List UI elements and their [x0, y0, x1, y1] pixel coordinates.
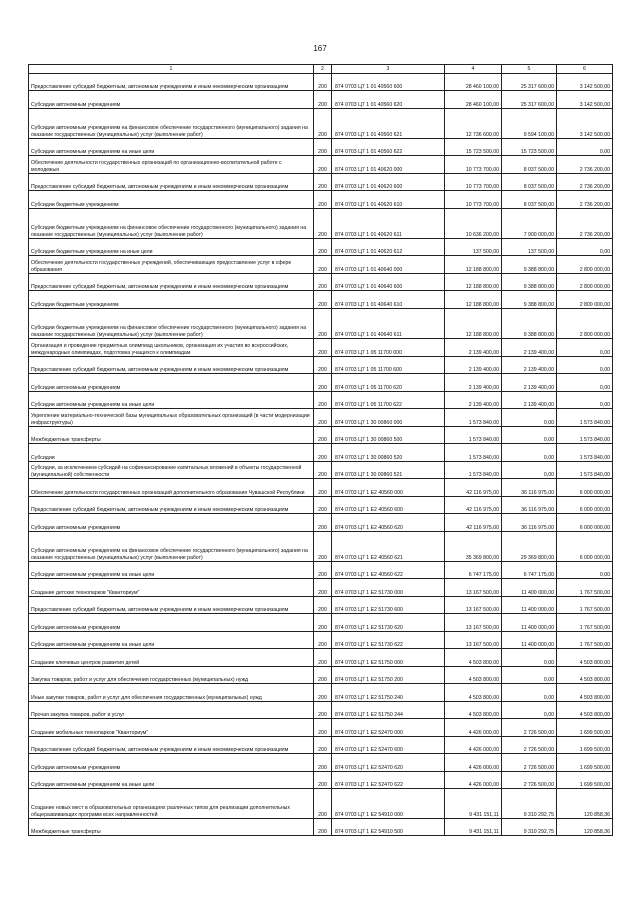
- row-admin-code: 200: [314, 139, 332, 156]
- row-amount-federal: 7 900 000,00: [502, 209, 557, 239]
- row-amount-total: 2 139 400,00: [445, 374, 502, 392]
- row-amount-total: 13 167 500,00: [445, 614, 502, 632]
- row-admin-code: 200: [314, 562, 332, 579]
- row-amount-federal: 2 726 500,00: [502, 737, 557, 754]
- row-budget-code: 874 0703 Ц7 1 01 40620 600: [332, 174, 445, 191]
- row-amount-federal: 2 726 500,00: [502, 754, 557, 772]
- row-name: Субсидии автономным учреждениям: [29, 754, 314, 772]
- row-name: Обеспечение деятельности государственных учреждений, обеспечивающих предоставление услуг в сфере образования: [29, 256, 314, 274]
- row-name: Обеспечение деятельности государственных организаций дополнительного образования Чувашской Республики: [29, 479, 314, 497]
- row-amount-regional: 0,00: [557, 392, 613, 409]
- row-name: Предоставление субсидий бюджетным, автономным учреждениям и иным некоммерческим организациям: [29, 274, 314, 291]
- row-admin-code: 200: [314, 819, 332, 836]
- row-amount-total: 13 167 500,00: [445, 632, 502, 649]
- row-amount-total: 10 773 700,00: [445, 191, 502, 209]
- row-amount-federal: 29 369 800,00: [502, 532, 557, 562]
- table-row: [29, 819, 613, 836]
- row-amount-federal: 9 388 800,00: [502, 274, 557, 291]
- row-budget-code: 874 0703 Ц7 1 E2 54910 500: [332, 819, 445, 836]
- table-row: [29, 339, 613, 357]
- row-budget-code: 874 0703 Ц7 1 E2 51750 240: [332, 684, 445, 702]
- row-admin-code: 200: [314, 74, 332, 91]
- row-name: Предоставление субсидий бюджетным, автономным учреждениям и иным некоммерческим организациям: [29, 737, 314, 754]
- row-amount-total: 13 167 500,00: [445, 597, 502, 614]
- table-row: [29, 91, 613, 109]
- column-header: 2: [314, 65, 332, 74]
- row-amount-regional: 1 767 500,00: [557, 614, 613, 632]
- row-budget-code: 874 0703 Ц7 1 01 40620 612: [332, 239, 445, 256]
- row-amount-regional: 1 699 500,00: [557, 754, 613, 772]
- table-header-row: [29, 65, 613, 74]
- row-name: Предоставление субсидий бюджетным, автономным учреждениям и иным некоммерческим организациям: [29, 174, 314, 191]
- table-row: [29, 191, 613, 209]
- table-body: [29, 74, 613, 836]
- table-row: [29, 562, 613, 579]
- row-amount-federal: 0,00: [502, 462, 557, 479]
- row-budget-code: 874 0703 Ц7 1 E2 51750 200: [332, 667, 445, 684]
- table-row: [29, 649, 613, 667]
- row-admin-code: 200: [314, 532, 332, 562]
- row-amount-total: 2 139 400,00: [445, 339, 502, 357]
- row-amount-total: 4 426 000,00: [445, 772, 502, 789]
- row-amount-federal: 11 400 000,00: [502, 614, 557, 632]
- table-row: [29, 597, 613, 614]
- row-amount-federal: 11 400 000,00: [502, 632, 557, 649]
- row-admin-code: 200: [314, 444, 332, 462]
- row-amount-federal: 8 037 500,00: [502, 191, 557, 209]
- row-amount-regional: 0,00: [557, 239, 613, 256]
- row-name: Создание детских технопарков "Кванториум": [29, 579, 314, 597]
- row-admin-code: 200: [314, 156, 332, 174]
- row-amount-regional: 1 699 500,00: [557, 772, 613, 789]
- row-name: Субсидии бюджетным учреждениям на финансовое обеспечение государственного (муниципального) задания на оказание государственных (муниципальных) услуг (выполнение работ): [29, 209, 314, 239]
- table-row: [29, 684, 613, 702]
- table-row: [29, 719, 613, 737]
- row-name: Субсидии автономным учреждениям на иные цели: [29, 139, 314, 156]
- row-amount-total: 28 460 100,00: [445, 74, 502, 91]
- row-amount-total: 10 773 700,00: [445, 156, 502, 174]
- row-budget-code: 874 0703 Ц7 1 01 40640 610: [332, 291, 445, 309]
- row-name: Субсидии бюджетным учреждениям на иные цели: [29, 239, 314, 256]
- row-amount-federal: 2 139 400,00: [502, 374, 557, 392]
- row-budget-code: 874 0703 Ц7 1 E2 54910 000: [332, 789, 445, 819]
- row-admin-code: 200: [314, 239, 332, 256]
- row-amount-regional: 120 858,36: [557, 789, 613, 819]
- row-amount-regional: 4 503 800,00: [557, 649, 613, 667]
- row-amount-regional: 1 573 840,00: [557, 444, 613, 462]
- row-budget-code: 874 0703 Ц7 1 E2 52470 620: [332, 754, 445, 772]
- row-budget-code: 874 0703 Ц7 1 E2 51730 622: [332, 632, 445, 649]
- row-admin-code: 200: [314, 174, 332, 191]
- row-amount-regional: 1 573 840,00: [557, 462, 613, 479]
- row-budget-code: 874 0703 Ц7 1 E2 40560 621: [332, 532, 445, 562]
- row-budget-code: 874 0703 Ц7 1 01 40560 621: [332, 109, 445, 139]
- row-amount-federal: 2 139 400,00: [502, 392, 557, 409]
- row-admin-code: 200: [314, 256, 332, 274]
- row-budget-code: 874 0703 Ц7 1 01 40620 000: [332, 156, 445, 174]
- row-admin-code: 200: [314, 109, 332, 139]
- table-row: [29, 139, 613, 156]
- row-admin-code: 200: [314, 374, 332, 392]
- row-name: Субсидии автономным учреждениям: [29, 91, 314, 109]
- row-name: Организация и проведение предметных олимпиад школьников, организация их участия во всероссийских, международных олимпиадах, подготовка учащихся к олимпиадам: [29, 339, 314, 357]
- row-amount-total: 4 426 000,00: [445, 754, 502, 772]
- row-amount-regional: 1 699 500,00: [557, 719, 613, 737]
- row-admin-code: 200: [314, 667, 332, 684]
- row-amount-regional: 3 142 500,00: [557, 109, 613, 139]
- row-amount-federal: 25 317 600,00: [502, 91, 557, 109]
- row-amount-regional: 1 767 500,00: [557, 579, 613, 597]
- table-row: [29, 291, 613, 309]
- row-amount-regional: 3 142 500,00: [557, 91, 613, 109]
- row-budget-code: 874 0703 Ц7 1 01 40640 600: [332, 274, 445, 291]
- row-admin-code: 200: [314, 462, 332, 479]
- row-admin-code: 200: [314, 614, 332, 632]
- row-budget-code: 874 0703 Ц7 1 30 00860 520: [332, 444, 445, 462]
- table-row: [29, 789, 613, 819]
- row-name: Субсидии: [29, 444, 314, 462]
- row-amount-total: 10 773 700,00: [445, 174, 502, 191]
- row-name: Межбюджетные трансферты: [29, 427, 314, 444]
- row-name: Иные закупки товаров, работ и услуг для обеспечения государственных (муниципальных) нужд: [29, 684, 314, 702]
- row-amount-regional: 0,00: [557, 357, 613, 374]
- row-budget-code: 874 0703 Ц7 1 E2 51750 000: [332, 649, 445, 667]
- row-amount-regional: 2 736 200,00: [557, 156, 613, 174]
- row-admin-code: 200: [314, 579, 332, 597]
- row-amount-federal: 2 726 500,00: [502, 772, 557, 789]
- row-name: Укрепление материально-технической базы муниципальных образовательных организаций (в части модернизации инфраструктуры): [29, 409, 314, 427]
- table-row: [29, 256, 613, 274]
- row-amount-federal: 9 388 800,00: [502, 309, 557, 339]
- row-amount-federal: 11 400 000,00: [502, 579, 557, 597]
- row-amount-regional: 0,00: [557, 562, 613, 579]
- row-amount-regional: 1 699 500,00: [557, 737, 613, 754]
- row-amount-total: 4 503 800,00: [445, 667, 502, 684]
- row-admin-code: 200: [314, 702, 332, 719]
- row-amount-regional: 6 000 000,00: [557, 479, 613, 497]
- row-amount-total: 12 188 800,00: [445, 274, 502, 291]
- row-amount-regional: 2 736 200,00: [557, 209, 613, 239]
- row-name: Субсидии автономным учреждениям: [29, 514, 314, 532]
- row-admin-code: 200: [314, 339, 332, 357]
- row-budget-code: 874 0703 Ц7 1 05 11700 000: [332, 339, 445, 357]
- row-amount-regional: 2 800 000,00: [557, 309, 613, 339]
- row-admin-code: 200: [314, 497, 332, 514]
- row-amount-total: 4 503 800,00: [445, 684, 502, 702]
- table-row: [29, 309, 613, 339]
- row-budget-code: 874 0703 Ц7 1 01 40560 620: [332, 91, 445, 109]
- row-amount-federal: 36 116 975,00: [502, 514, 557, 532]
- row-name: Субсидии бюджетным учреждениям на финансовое обеспечение государственного (муниципального) задания на оказание государственных (муниципальных) услуг (выполнение работ): [29, 309, 314, 339]
- column-header: 3: [332, 65, 445, 74]
- row-name: Создание мобильных технопарков "Кванториум": [29, 719, 314, 737]
- row-name: Обеспечение деятельности государственных организаций по организационно-воспитательной работе с молодежью: [29, 156, 314, 174]
- row-amount-federal: 8 037 500,00: [502, 174, 557, 191]
- row-admin-code: 200: [314, 754, 332, 772]
- row-amount-total: 12 188 800,00: [445, 256, 502, 274]
- row-budget-code: 874 0703 Ц7 1 E2 40560 600: [332, 497, 445, 514]
- row-amount-total: 42 116 975,00: [445, 514, 502, 532]
- row-budget-code: 874 0703 Ц7 1 30 00860 521: [332, 462, 445, 479]
- row-amount-federal: 9 594 100,00: [502, 109, 557, 139]
- row-budget-code: 874 0703 Ц7 1 E2 52470 622: [332, 772, 445, 789]
- row-amount-total: 9 431 151,11: [445, 819, 502, 836]
- row-amount-total: 1 573 840,00: [445, 427, 502, 444]
- row-admin-code: 200: [314, 209, 332, 239]
- row-amount-regional: 1 767 500,00: [557, 632, 613, 649]
- row-admin-code: 200: [314, 719, 332, 737]
- row-amount-federal: 137 500,00: [502, 239, 557, 256]
- row-amount-total: 42 116 975,00: [445, 497, 502, 514]
- column-header: 1: [29, 65, 314, 74]
- table-row: [29, 174, 613, 191]
- row-name: Субсидии автономным учреждениям на иные цели: [29, 632, 314, 649]
- table-row: [29, 156, 613, 174]
- row-amount-regional: 1 767 500,00: [557, 597, 613, 614]
- table-row: [29, 772, 613, 789]
- row-amount-federal: 15 723 500,00: [502, 139, 557, 156]
- row-amount-federal: 0,00: [502, 667, 557, 684]
- row-amount-regional: 4 503 800,00: [557, 667, 613, 684]
- row-budget-code: 874 0703 Ц7 1 E2 51750 244: [332, 702, 445, 719]
- budget-table: [28, 64, 613, 836]
- table-row: [29, 374, 613, 392]
- row-amount-regional: 2 736 200,00: [557, 191, 613, 209]
- row-name: Закупка товаров, работ и услуг для обеспечения государственных (муниципальных) нужд: [29, 667, 314, 684]
- row-amount-total: 13 167 500,00: [445, 579, 502, 597]
- row-amount-total: 28 460 100,00: [445, 91, 502, 109]
- column-header: 6: [557, 65, 613, 74]
- row-admin-code: 200: [314, 191, 332, 209]
- row-amount-regional: 4 503 800,00: [557, 702, 613, 719]
- row-name: Предоставление субсидий бюджетным, автономным учреждениям и иным некоммерческим организациям: [29, 497, 314, 514]
- row-name: Предоставление субсидий бюджетным, автономным учреждениям и иным некоммерческим организациям: [29, 357, 314, 374]
- row-admin-code: 200: [314, 632, 332, 649]
- row-budget-code: 874 0703 Ц7 1 E2 40560 000: [332, 479, 445, 497]
- row-admin-code: 200: [314, 409, 332, 427]
- row-name: Предоставление субсидий бюджетным, автономным учреждениям и иным некоммерческим организациям: [29, 597, 314, 614]
- row-admin-code: 200: [314, 737, 332, 754]
- row-amount-federal: 36 116 975,00: [502, 497, 557, 514]
- row-name: Субсидии автономным учреждениям на иные цели: [29, 392, 314, 409]
- table-row: [29, 737, 613, 754]
- row-amount-federal: 9 388 800,00: [502, 256, 557, 274]
- row-amount-regional: 2 736 200,00: [557, 174, 613, 191]
- row-amount-regional: 3 142 500,00: [557, 74, 613, 91]
- row-budget-code: 874 0703 Ц7 1 30 00860 000: [332, 409, 445, 427]
- row-budget-code: 874 0703 Ц7 1 05 11700 600: [332, 357, 445, 374]
- row-amount-regional: 120 858,36: [557, 819, 613, 836]
- row-amount-federal: 2 139 400,00: [502, 357, 557, 374]
- row-admin-code: 200: [314, 597, 332, 614]
- row-budget-code: 874 0703 Ц7 1 E2 52470 000: [332, 719, 445, 737]
- table-row: [29, 444, 613, 462]
- row-amount-regional: 6 000 000,00: [557, 532, 613, 562]
- row-amount-regional: 1 573 840,00: [557, 427, 613, 444]
- table-row: [29, 462, 613, 479]
- row-amount-total: 2 139 400,00: [445, 357, 502, 374]
- row-amount-total: 12 188 800,00: [445, 309, 502, 339]
- row-admin-code: 200: [314, 427, 332, 444]
- row-amount-regional: 2 800 000,00: [557, 274, 613, 291]
- table-row: [29, 497, 613, 514]
- row-name: Субсидии автономным учреждениям: [29, 374, 314, 392]
- row-budget-code: 874 0703 Ц7 1 E2 40560 622: [332, 562, 445, 579]
- table-row: [29, 74, 613, 91]
- row-amount-regional: 2 800 000,00: [557, 256, 613, 274]
- row-budget-code: 874 0703 Ц7 1 05 11700 620: [332, 374, 445, 392]
- table-row: [29, 409, 613, 427]
- row-amount-regional: 0,00: [557, 374, 613, 392]
- row-amount-federal: 2 726 500,00: [502, 719, 557, 737]
- row-admin-code: 200: [314, 291, 332, 309]
- row-admin-code: 200: [314, 649, 332, 667]
- row-name: Субсидии бюджетным учреждениям: [29, 191, 314, 209]
- table-row: [29, 109, 613, 139]
- row-amount-total: 137 500,00: [445, 239, 502, 256]
- row-name: Создание новых мест в образовательных организациях различных типов для реализации дополнительных общеразвивающих программ всех направленностей: [29, 789, 314, 819]
- row-amount-federal: 36 116 975,00: [502, 479, 557, 497]
- row-name: Субсидии автономным учреждениям на финансовое обеспечение государственного (муниципального) задания на оказание государственных (муниципальных) услуг (выполнение работ): [29, 532, 314, 562]
- column-header: 5: [502, 65, 557, 74]
- row-name: Предоставление субсидий бюджетным, автономным учреждениям и иным некоммерческим организациям: [29, 74, 314, 91]
- row-name: Межбюджетные трансферты: [29, 819, 314, 836]
- row-budget-code: 874 0703 Ц7 1 01 40620 610: [332, 191, 445, 209]
- row-admin-code: 200: [314, 684, 332, 702]
- row-budget-code: 874 0703 Ц7 1 E2 51730 600: [332, 597, 445, 614]
- table-row: [29, 274, 613, 291]
- row-amount-federal: 2 139 400,00: [502, 339, 557, 357]
- row-name: Субсидии автономным учреждениям на иные цели: [29, 562, 314, 579]
- row-amount-total: 1 573 840,00: [445, 444, 502, 462]
- table-row: [29, 667, 613, 684]
- row-amount-federal: 25 317 600,00: [502, 74, 557, 91]
- row-name: Субсидии автономным учреждениям на финансовое обеспечение государственного (муниципального) задания на оказание государственных (муниципальных) услуг (выполнение работ): [29, 109, 314, 139]
- row-budget-code: 874 0703 Ц7 1 01 40640 611: [332, 309, 445, 339]
- row-budget-code: 874 0703 Ц7 1 01 40560 600: [332, 74, 445, 91]
- row-admin-code: 200: [314, 514, 332, 532]
- row-amount-federal: 0,00: [502, 649, 557, 667]
- row-amount-federal: 0,00: [502, 702, 557, 719]
- row-amount-regional: 0,00: [557, 139, 613, 156]
- row-amount-total: 9 431 151,11: [445, 789, 502, 819]
- row-name: Субсидии автономным учреждениям на иные цели: [29, 772, 314, 789]
- table-row: [29, 427, 613, 444]
- row-budget-code: 874 0703 Ц7 1 E2 51730 620: [332, 614, 445, 632]
- row-admin-code: 200: [314, 392, 332, 409]
- row-admin-code: 200: [314, 772, 332, 789]
- row-amount-total: 1 573 840,00: [445, 462, 502, 479]
- row-admin-code: 200: [314, 479, 332, 497]
- row-admin-code: 200: [314, 309, 332, 339]
- row-budget-code: 874 0703 Ц7 1 01 40620 611: [332, 209, 445, 239]
- row-amount-federal: 11 400 000,00: [502, 597, 557, 614]
- row-amount-regional: 2 800 000,00: [557, 291, 613, 309]
- row-amount-federal: 8 037 500,00: [502, 156, 557, 174]
- page-number: 167: [313, 44, 327, 53]
- row-amount-federal: 0,00: [502, 409, 557, 427]
- row-amount-regional: 6 000 000,00: [557, 497, 613, 514]
- table-row: [29, 754, 613, 772]
- row-budget-code: 874 0703 Ц7 1 E2 51730 000: [332, 579, 445, 597]
- table-row: [29, 702, 613, 719]
- table-row: [29, 579, 613, 597]
- row-amount-federal: 0,00: [502, 444, 557, 462]
- table-row: [29, 632, 613, 649]
- row-admin-code: 200: [314, 357, 332, 374]
- row-budget-code: 874 0703 Ц7 1 30 00860 500: [332, 427, 445, 444]
- table-row: [29, 479, 613, 497]
- row-amount-regional: 1 573 840,00: [557, 409, 613, 427]
- row-amount-federal: 0,00: [502, 427, 557, 444]
- column-header: 4: [445, 65, 502, 74]
- row-amount-total: 6 747 175,00: [445, 562, 502, 579]
- row-amount-total: 12 188 800,00: [445, 291, 502, 309]
- row-amount-federal: 0,00: [502, 684, 557, 702]
- table-row: [29, 532, 613, 562]
- row-amount-total: 42 116 975,00: [445, 479, 502, 497]
- row-budget-code: 874 0703 Ц7 1 01 40640 000: [332, 256, 445, 274]
- row-amount-federal: 6 747 175,00: [502, 562, 557, 579]
- row-name: Создание ключевых центров развития детей: [29, 649, 314, 667]
- row-amount-regional: 6 000 000,00: [557, 514, 613, 532]
- row-admin-code: 200: [314, 274, 332, 291]
- row-amount-federal: 9 310 292,75: [502, 819, 557, 836]
- row-amount-total: 1 573 840,00: [445, 409, 502, 427]
- row-budget-code: 874 0703 Ц7 1 E2 52470 600: [332, 737, 445, 754]
- row-name: Субсидии, за исключением субсидий на софинансирование капитальных вложений в объекты государственной (муниципальной) собственности: [29, 462, 314, 479]
- row-amount-federal: 9 388 800,00: [502, 291, 557, 309]
- table-row: [29, 514, 613, 532]
- table-row: [29, 209, 613, 239]
- row-budget-code: 874 0703 Ц7 1 E2 40560 620: [332, 514, 445, 532]
- row-amount-total: 35 369 800,00: [445, 532, 502, 562]
- table-row: [29, 392, 613, 409]
- table-row: [29, 239, 613, 256]
- row-amount-total: 4 503 800,00: [445, 702, 502, 719]
- row-amount-regional: 4 503 800,00: [557, 684, 613, 702]
- row-budget-code: 874 0703 Ц7 1 05 11700 622: [332, 392, 445, 409]
- row-amount-total: 12 736 600,00: [445, 109, 502, 139]
- row-admin-code: 200: [314, 91, 332, 109]
- row-budget-code: 874 0703 Ц7 1 01 40560 622: [332, 139, 445, 156]
- row-name: Субсидии бюджетным учреждениям: [29, 291, 314, 309]
- row-amount-total: 4 426 000,00: [445, 737, 502, 754]
- row-name: Прочая закупка товаров, работ и услуг: [29, 702, 314, 719]
- row-name: Субсидии автономным учреждениям: [29, 614, 314, 632]
- row-amount-total: 15 723 500,00: [445, 139, 502, 156]
- row-amount-total: 4 503 800,00: [445, 649, 502, 667]
- table-row: [29, 614, 613, 632]
- table-row: [29, 357, 613, 374]
- row-amount-total: 2 139 400,00: [445, 392, 502, 409]
- row-admin-code: 200: [314, 789, 332, 819]
- row-amount-regional: 0,00: [557, 339, 613, 357]
- row-amount-total: 4 426 000,00: [445, 719, 502, 737]
- row-amount-total: 10 636 200,00: [445, 209, 502, 239]
- row-amount-federal: 9 310 292,75: [502, 789, 557, 819]
